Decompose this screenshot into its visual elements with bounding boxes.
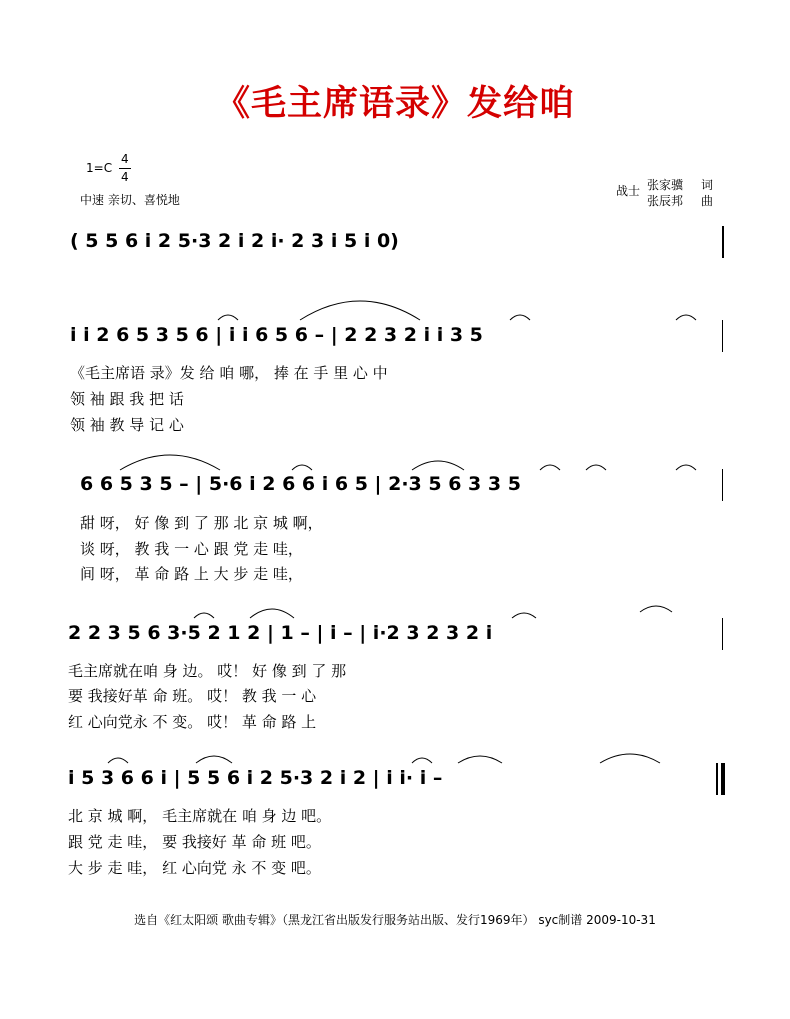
slur [292, 465, 312, 470]
lyric-line-2-verse-1: 《毛主席语 录》发 给 咱 哪， 捧 在 手 里 心 中 [70, 364, 388, 382]
time-signature-top: 4 [121, 152, 129, 166]
lyric-line-4-verse-2: 要 我接好革 命 班。 哎！ 教 我 一 心 [68, 687, 317, 705]
credits-prefix: 战士 [616, 184, 641, 198]
slur [412, 758, 432, 763]
notation-line-2: i i 2 6 5 3 5 6 | i i 6 5 6 – | 2 2 3 2 i i 3 5 [70, 324, 483, 346]
lyric-line-5-verse-3: 大 步 走 哇， 红 心向党 永 不 变 吧。 [68, 859, 321, 877]
lyric-line-5-verse-1: 北 京 城 啊， 毛主席就在 咱 身 边 吧。 [68, 807, 332, 825]
lyric-line-3-verse-3: 间 呀， 革 命 路 上 大 步 走 哇， [80, 565, 303, 583]
slur [412, 461, 464, 470]
lyric-line-3-verse-1: 甜 呀， 好 像 到 了 那 北 京 城 啊， [80, 514, 323, 532]
slur [250, 609, 294, 618]
notation-line-1: ( 5 5 6 i 2 5·3 2 i 2 i· 2 3 i 5 i 0) [70, 230, 399, 252]
lyric-line-4-verse-1: 毛主席就在咱 身 边。 哎！ 好 像 到 了 那 [68, 662, 347, 680]
slur [512, 613, 536, 618]
source-footer: 选自《红太阳颂 歌曲专辑》（黑龙江省出版发行服务站出版、发行1969年） syc制谱 2009-10-31 [134, 913, 656, 927]
time-signature-bottom: 4 [121, 170, 129, 184]
slur [510, 315, 530, 320]
slur [540, 465, 560, 470]
slur [194, 613, 214, 618]
slur [586, 465, 606, 470]
composer-name: 张辰邦 [647, 194, 684, 208]
notation-line-3: 6 6 5 3 5 – | 5·6 i 2 6 6 i 6 5 | 2·3 5 6 3 3 5 [80, 473, 521, 495]
slur [300, 301, 420, 320]
slur [196, 756, 232, 763]
notation-line-5: i 5 3 6 6 i | 5 5 6 i 2 5·3 2 i 2 | i i· i – [68, 767, 443, 789]
slur [120, 455, 220, 470]
lyricist-role: 词 [701, 178, 714, 192]
composer-role: 曲 [701, 194, 714, 208]
lyric-line-3-verse-2: 谈 呀， 教 我 一 心 跟 党 走 哇， [80, 540, 303, 558]
lyric-line-4-verse-3: 红 心向党永 不 变。 哎！ 革 命 路 上 [68, 713, 317, 731]
lyricist-name: 张家骥 [647, 178, 684, 192]
notation-line-4: 2 2 3 5 6 3·5 2 1 2 | 1 – | i – | i·2 3 2 3 2 i [68, 622, 493, 644]
tempo-marking: 中速 亲切、喜悦地 [80, 193, 180, 207]
lyric-line-2-verse-3: 领 袖 教 导 记 心 [70, 416, 184, 434]
slur [676, 465, 696, 470]
key-signature: 1=C [86, 161, 113, 175]
slur [676, 315, 696, 320]
slur [640, 606, 672, 612]
slur [108, 758, 128, 763]
lyric-line-5-verse-2: 跟 党 走 哇， 要 我接好 革 命 班 吧。 [68, 833, 321, 851]
slur [218, 315, 238, 320]
song-title: 《毛主席语录》发给咱 [214, 83, 575, 124]
lyric-line-2-verse-2: 领 袖 跟 我 把 话 [70, 390, 184, 408]
slur [458, 756, 502, 763]
slur [600, 754, 660, 763]
